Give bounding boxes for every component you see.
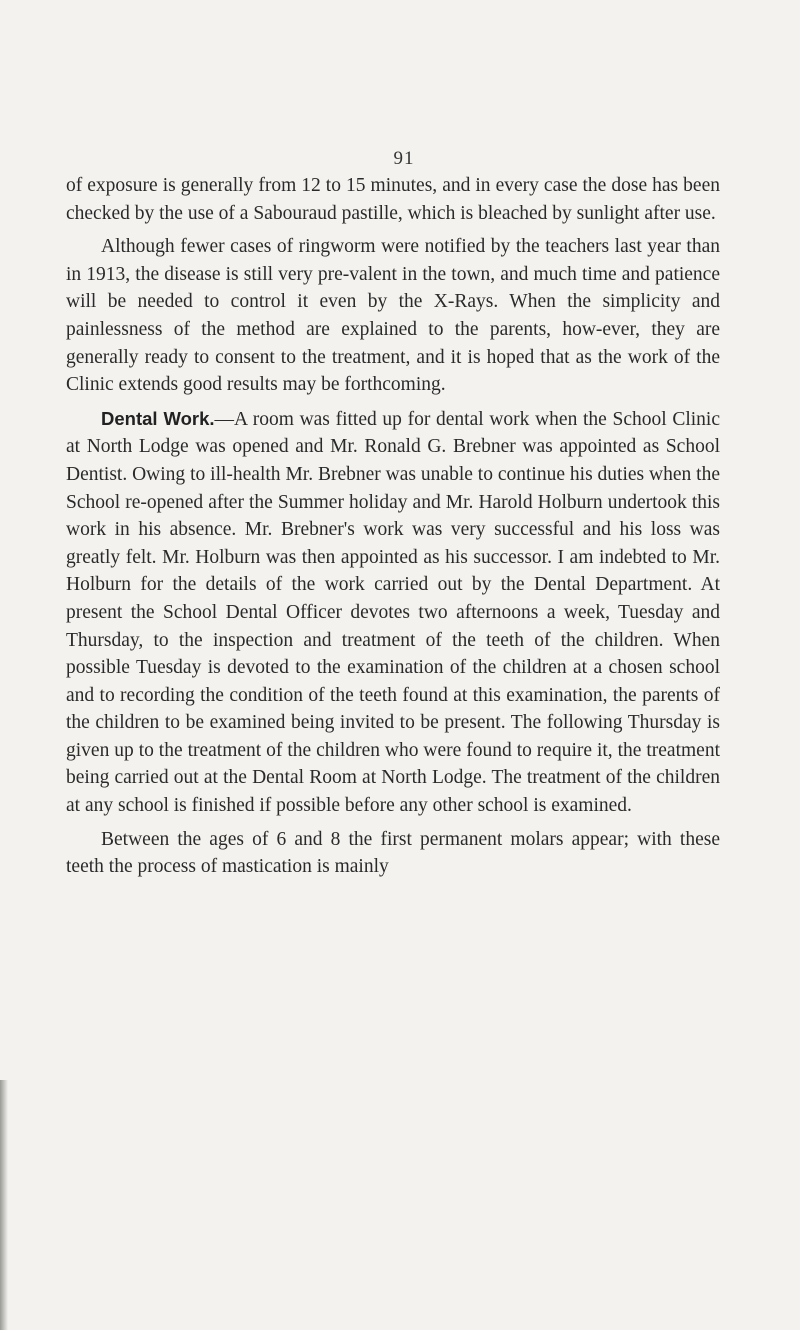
paragraph [66, 405, 720, 820]
page-number: 91 [393, 148, 415, 169]
section-heading-dental-work: Dental Work. [101, 407, 215, 429]
paragraph: Although fewer cases of ringworm were notified by the teachers last year than in 1913, the disease is still very pre-valent in the town, and much time and patience will be needed to control it even by the X-Rays. When the simplicity and painlessness of the method are explained to the parents, how-ever, they are generally ready to consent to the treatment, and it is hoped that as the work of the Clinic extends good results may be forthcoming. [66, 236, 720, 396]
paragraph-text: —A room was fitted up for dental work when the School Clinic at North Lodge was opened and Mr. Ronald G. Brebner was appointed as School Dentist. Owing to ill-health Mr. Brebner was unable to continue his duties when the School re-opened after the Summer holiday and Mr. Harold Holburn undertook this work in his absence. Mr. Brebner's work was very successful and his loss was greatly felt. Mr. Holburn was then appointed as his successor. I am indebted to Mr. Holburn for the details of the work carried out by the Dental Department. At present the School Dental Officer devotes two afternoons a week, Tuesday and Thursday, to the inspection and treatment of the teeth of the children. When possible Tuesday is devoted to the examination of the children at a chosen school and to recording the condition of the teeth found at this examination, the parents of the children to be examined being invited to be present. The following Thursday is given up to the treatment of the children who were found to require it, the treatment being carried out at the Dental Room at North Lodge. The treatment of the children at any school is finished if possible before any other school is examined. [66, 408, 721, 817]
page-edge-shadow [0, 1080, 8, 1330]
body-text [66, 172, 720, 881]
paragraph: of exposure is generally from 12 to 15 minutes, and in every case the dose has been checked by the use of a Sabouraud pastille, which is bleached by sunlight after use. [66, 175, 720, 224]
paragraph: Between the ages of 6 and 8 the first permanent molars appear; with these teeth the process of mastication is mainly [66, 828, 720, 878]
